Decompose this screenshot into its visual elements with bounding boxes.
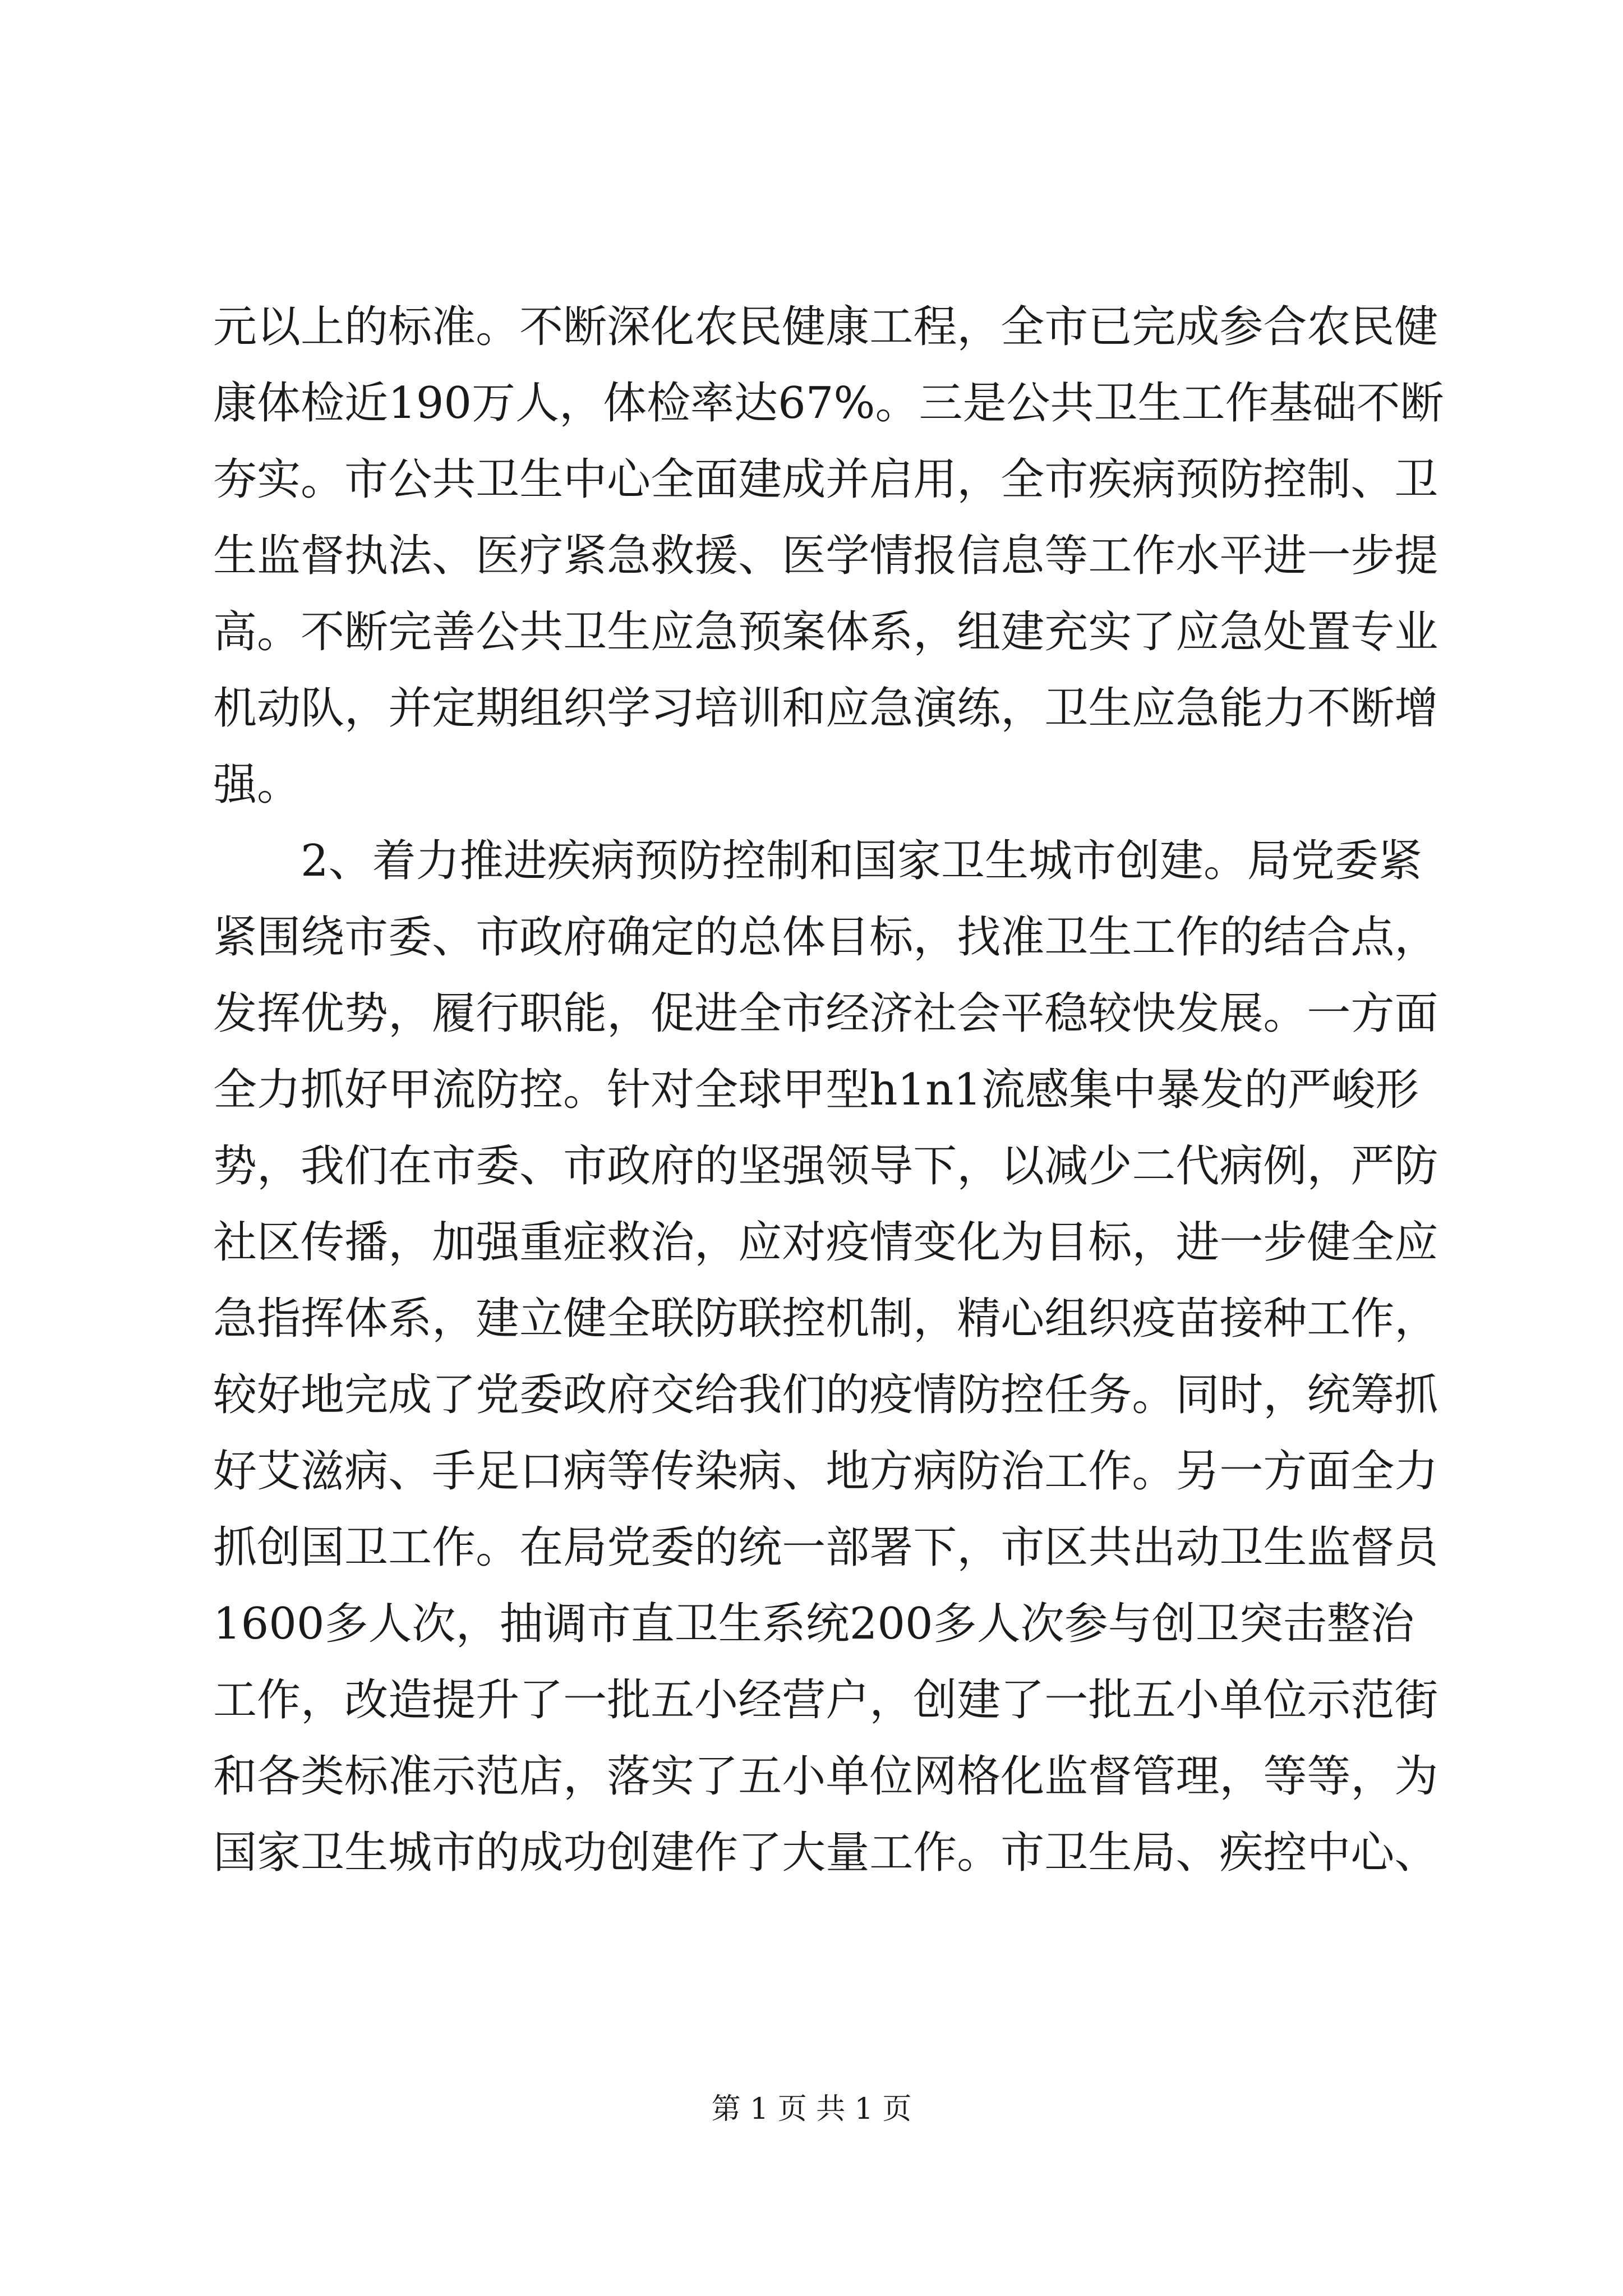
paragraph	[213, 823, 1438, 1891]
text-line: 抓 创 国 卫 工 作 。 在 局 党 委 的 统 一 部 署 下 ， 市 区 共 出 动 卫 生 监 督 员	[213, 1522, 1438, 1573]
text-line: 势 ， 我 们 在 市 委 、 市 政 府 的 坚 强 领 导 下 ， 以 减 少 二 代 病 例 ， 严 防	[213, 1141, 1438, 1191]
text-line: 1600 多 人 次 ， 抽 调 市 直 卫 生 系 统 200 多 人 次 参 与 创 卫 突 击 整 治	[213, 1599, 1414, 1649]
text-line: 国 家 卫 生 城 市 的 成 功 创 建 作 了 大 量 工 作 。 市 卫 生 局 、 疾 控 中 心 、	[213, 1828, 1438, 1878]
text-line: 元 以 上 的 标 准 。 不 断 深 化 农 民 健 康 工 程 ， 全 市 已 完 成 参 合 农 民 健	[213, 302, 1438, 352]
paragraph	[213, 289, 1444, 823]
text-line: 机 动 队 ， 并 定 期 组 织 学 习 培 训 和 应 急 演 练 ， 卫 生 应 急 能 力 不 断 增	[213, 683, 1438, 734]
text-line: 生 监 督 执 法 、 医 疗 紧 急 救 援 、 医 学 情 报 信 息 等 工 作 水 平 进 一 步 提	[213, 531, 1438, 581]
text-line: 全 力 抓 好 甲 流 防 控 。 针 对 全 球 甲 型 h1n1 流 感 集 中 暴 发 的 严 峻 形	[213, 1065, 1419, 1115]
text-line: 和 各 类 标 准 示 范 店 ， 落 实 了 五 小 单 位 网 格 化 监 督 管 理 ， 等 等 ， 为	[213, 1751, 1438, 1802]
text-line: 发 挥 优 势 ， 履 行 职 能 ， 促 进 全 市 经 济 社 会 平 稳 较 快 发 展 。 一 方 面	[213, 988, 1438, 1039]
text-line: 较 好 地 完 成 了 党 委 政 府 交 给 我 们 的 疫 情 防 控 任 务 。 同 时 ， 统 筹 抓	[213, 1370, 1438, 1420]
text-line: 2 、 着 力 推 进 疾 病 预 防 控 制 和 国 家 卫 生 城 市 创 建 。 局 党 委 紧	[301, 836, 1423, 886]
text-line: 急 指 挥 体 系 ， 建 立 健 全 联 防 联 控 机 制 ， 精 心 组 织 疫 苗 接 种 工 作 ，	[213, 1294, 1438, 1344]
text-line: 紧 围 绕 市 委 、 市 政 府 确 定 的 总 体 目 标 ， 找 准 卫 生 工 作 的 结 合 点 ，	[213, 912, 1438, 963]
text-line: 夯 实 。 市 公 共 卫 生 中 心 全 面 建 成 并 启 用 ， 全 市 疾 病 预 防 控 制 、 卫	[213, 454, 1438, 505]
text-line: 强。	[213, 760, 301, 810]
text-line: 社 区 传 播 ， 加 强 重 症 救 治 ， 应 对 疫 情 变 化 为 目 标 ， 进 一 步 健 全 应	[213, 1217, 1438, 1268]
text-line: 康 体 检 近 190 万 人 ， 体 检 率 达 67% 。 三 是 公 共 卫 生 工 作 基 础 不 断	[213, 378, 1444, 429]
text-line: 工 作 ， 改 造 提 升 了 一 批 五 小 经 营 户 ， 创 建 了 一 批 五 小 单 位 示 范 街	[213, 1675, 1438, 1726]
text-line: 好 艾 滋 病 、 手 足 口 病 等 传 染 病 、 地 方 病 防 治 工 作 。 另 一 方 面 全 力	[213, 1446, 1438, 1497]
text-line: 高 。 不 断 完 善 公 共 卫 生 应 急 预 案 体 系 ， 组 建 充 实 了 应 急 处 置 专 业	[213, 607, 1438, 657]
document-body	[213, 289, 1444, 1891]
page-footer: 第 1 页 共 1 页	[711, 2092, 912, 2126]
